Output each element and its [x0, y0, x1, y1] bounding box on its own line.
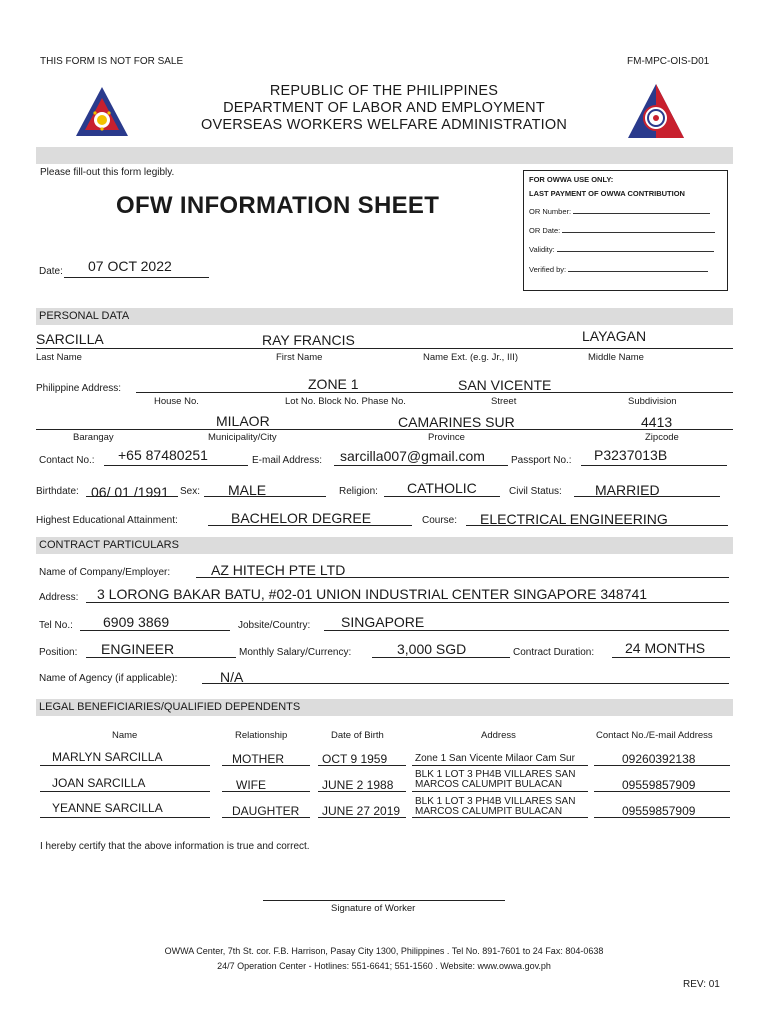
beneficiary-contact[interactable]: 09559857909 — [622, 804, 696, 818]
beneficiary-dob[interactable]: JUNE 27 2019 — [322, 804, 401, 818]
caption-subdivision: Subdivision — [628, 396, 677, 407]
jobsite-line — [324, 630, 729, 631]
verified-by-field[interactable]: Verified by: — [529, 265, 708, 274]
footer-address: OWWA Center, 7th St. cor. F.B. Harrison, Pasay City 1300, Philippines . Tel No. 891-7601 to 24 Fax: 804-0638 — [164, 946, 604, 956]
beneficiary-name[interactable]: YEANNE SARCILLA — [52, 801, 163, 815]
date-line — [64, 277, 209, 278]
beneficiary-dob[interactable]: JUNE 2 1988 — [322, 778, 394, 792]
street-value[interactable]: SAN VICENTE — [458, 377, 552, 393]
or-number-field[interactable]: OR Number: — [529, 207, 710, 216]
address-label: Philippine Address: — [36, 383, 122, 394]
beneficiary-relationship[interactable]: MOTHER — [232, 752, 284, 766]
middle-name-value[interactable]: LAYAGAN — [582, 328, 647, 344]
passport-value[interactable]: P3237013B — [594, 447, 668, 463]
beneficiary-dob[interactable]: OCT 9 1959 — [322, 752, 388, 766]
footer-hotlines: 24/7 Operation Center - Hotlines: 551-6641; 551-1560 . Website: www.owwa.gov.ph — [217, 961, 551, 971]
first-name-value[interactable]: RAY FRANCIS — [262, 332, 355, 348]
religion-line — [384, 496, 500, 497]
lot-value[interactable]: ZONE 1 — [308, 376, 359, 392]
beneficiary-name[interactable]: MARLYN SARCILLA — [52, 750, 163, 764]
company-value[interactable]: AZ HITECH PTE LTD — [211, 562, 346, 578]
signature-caption: Signature of Worker — [331, 903, 416, 914]
email-label: E-mail Address: — [252, 455, 323, 466]
civil-status-label: Civil Status: — [509, 486, 562, 497]
birthdate-value[interactable]: 06/ 01 /1991 — [91, 484, 169, 500]
beneficiary-address[interactable]: Zone 1 San Vicente Milaor Cam Sur — [415, 753, 575, 764]
caption-municipality: Municipality/City — [208, 432, 277, 443]
owwa-use-box — [523, 170, 728, 291]
beneficiary-relationship[interactable]: DAUGHTER — [232, 804, 300, 818]
caption-street: Street — [491, 396, 517, 407]
col-header-relationship: Relationship — [235, 730, 288, 741]
caption-name-ext: Name Ext. (e.g. Jr., III) — [423, 352, 519, 363]
tel-label: Tel No.: — [39, 620, 73, 631]
jobsite-value[interactable]: SINGAPORE — [341, 614, 425, 630]
province-value[interactable]: CAMARINES SUR — [398, 414, 515, 430]
salary-value[interactable]: 3,000 SGD — [397, 641, 467, 657]
caption-barangay: Barangay — [73, 432, 114, 443]
religion-label: Religion: — [339, 486, 378, 497]
email-line — [334, 465, 508, 466]
beneficiary-relationship[interactable]: WIFE — [236, 778, 266, 792]
instructions: Please fill-out this form legibly. — [40, 167, 175, 178]
beneficiary-address[interactable]: BLK 1 LOT 3 PH4B VILLARES SAN MARCOS CALUMPIT BULACAN — [415, 796, 576, 817]
beneficiary-name[interactable]: JOAN SARCILLA — [52, 776, 146, 790]
duration-value[interactable]: 24 MONTHS — [625, 640, 706, 656]
municipality-value[interactable]: MILAOR — [216, 413, 270, 429]
date-value[interactable]: 07 OCT 2022 — [88, 258, 172, 274]
caption-zipcode: Zipcode — [645, 432, 679, 443]
locality-line — [36, 429, 733, 430]
duration-line — [612, 657, 730, 658]
caption-province: Province — [428, 432, 465, 443]
company-label: Name of Company/Employer: — [39, 567, 171, 578]
civil-status-value[interactable]: MARRIED — [595, 482, 660, 498]
owwa-box-subtitle: LAST PAYMENT OF OWWA CONTRIBUTION — [529, 189, 685, 198]
course-label: Course: — [422, 515, 458, 526]
salary-line — [372, 657, 510, 658]
validity-field[interactable]: Validity: — [529, 245, 714, 254]
date-label: Date: — [39, 266, 63, 277]
section-beneficiaries: LEGAL BENEFICIARIES/QUALIFIED DEPENDENTS — [36, 699, 733, 716]
beneficiary-address[interactable]: BLK 1 LOT 3 PH4B VILLARES SAN MARCOS CALUMPIT BULACAN — [415, 769, 576, 790]
course-value[interactable]: ELECTRICAL ENGINEERING — [480, 511, 668, 527]
passport-line — [581, 465, 727, 466]
salary-label: Monthly Salary/Currency: — [239, 647, 352, 658]
certification-text: I hereby certify that the above information is true and correct. — [40, 841, 310, 852]
signature-line[interactable] — [263, 900, 505, 901]
tel-line — [80, 630, 230, 631]
col-header-name: Name — [112, 730, 138, 741]
zipcode-value[interactable]: 4413 — [641, 414, 673, 430]
caption-last-name: Last Name — [36, 352, 82, 363]
sex-value[interactable]: MALE — [228, 482, 267, 498]
position-value[interactable]: ENGINEER — [101, 641, 175, 657]
education-label: Highest Educational Attainment: — [36, 515, 178, 526]
header-line2: DEPARTMENT OF LABOR AND EMPLOYMENT — [223, 100, 545, 116]
contract-address-line — [86, 602, 729, 603]
email-value[interactable]: sarcilla007@gmail.com — [340, 448, 485, 464]
passport-label: Passport No.: — [511, 455, 572, 466]
or-date-field[interactable]: OR Date: — [529, 226, 715, 235]
religion-value[interactable]: CATHOLIC — [407, 480, 477, 496]
agency-value[interactable]: N/A — [220, 669, 244, 685]
header-line3: OVERSEAS WORKERS WELFARE ADMINISTRATION — [200, 117, 568, 133]
col-header-dob: Date of Birth — [331, 730, 384, 741]
beneficiary-contact[interactable]: 09559857909 — [622, 778, 696, 792]
caption-first-name: First Name — [276, 352, 323, 363]
position-label: Position: — [39, 647, 78, 658]
agency-line — [202, 683, 729, 684]
jobsite-label: Jobsite/Country: — [238, 620, 311, 631]
agency-label: Name of Agency (if applicable): — [39, 673, 178, 684]
contact-value[interactable]: +65 87480251 — [118, 447, 208, 463]
position-line — [86, 657, 236, 658]
header-band — [36, 147, 733, 164]
owwa-box-title: FOR OWWA USE ONLY: — [529, 175, 614, 184]
col-header-contact: Contact No./E-mail Address — [596, 730, 713, 741]
beneficiary-contact[interactable]: 09260392138 — [622, 752, 696, 766]
header-line1: REPUBLIC OF THE PHILIPPINES — [269, 83, 499, 99]
sex-label: Sex: — [180, 486, 201, 497]
form-code: FM-MPC-OIS-D01 — [627, 56, 710, 67]
contract-address-value[interactable]: 3 LORONG BAKAR BATU, #02-01 UNION INDUSTRIAL CENTER SINGAPORE 348741 — [97, 586, 648, 602]
not-for-sale-note: THIS FORM IS NOT FOR SALE — [40, 56, 184, 67]
caption-middle-name: Middle Name — [588, 352, 644, 363]
duration-label: Contract Duration: — [513, 647, 595, 658]
section-contract-particulars: CONTRACT PARTICULARS — [36, 537, 733, 554]
contract-address-label: Address: — [39, 592, 79, 603]
tel-value[interactable]: 6909 3869 — [103, 614, 170, 630]
education-value[interactable]: BACHELOR DEGREE — [231, 510, 372, 526]
caption-lot-no: Lot No. Block No. Phase No. — [285, 396, 406, 407]
section-personal-data: PERSONAL DATA — [36, 308, 733, 325]
name-line — [36, 348, 733, 349]
caption-house-no: House No. — [154, 396, 199, 407]
birthdate-label: Birthdate: — [36, 486, 79, 497]
revision-number: REV: 01 — [683, 979, 720, 990]
form-title: OFW INFORMATION SHEET — [116, 192, 440, 219]
last-name-value[interactable]: SARCILLA — [36, 331, 104, 347]
address-line — [136, 392, 733, 393]
col-header-address: Address — [481, 730, 516, 741]
contact-line — [104, 465, 248, 466]
contact-label: Contact No.: — [39, 455, 95, 466]
